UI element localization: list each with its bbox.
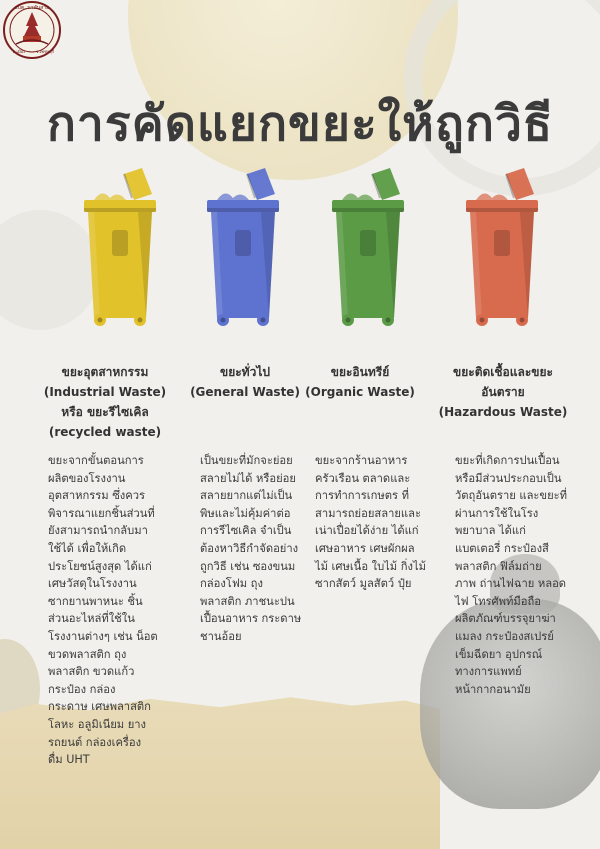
logo-bottom-left-text: อ.เมือง bbox=[12, 49, 26, 54]
category-heading-line: (recycled waste) bbox=[48, 425, 162, 439]
category-description: ขยะที่เกิดการปนเปื้อน หรือมีส่วนประกอบเป็น วัตถุอันตราย และขยะที่ ผ่านการใช้ในโรง พยาบาล ได้แก่ แบตเตอรี่ กระป๋องสี พลาสติก ฟิล์มถ่าย ภาพ ถ่านไฟฉาย หลอด ไฟ โทรศัพท์มือถือ ผลิตภัณฑ์บรรจุยาฆ่า แมลง กระป๋องสเปรย์ เข็มฉีดยา อุปกรณ์ ทางการแพทย์ หน้ากากอนามัย bbox=[455, 454, 568, 696]
category-heading bbox=[433, 362, 573, 422]
category-heading-line: (Organic Waste) bbox=[305, 385, 415, 399]
category-description: ขยะจากขั้นตอนการ ผลิตของโรงงาน อุตสาหกรรม ซึ่งควร พิจารณาแยกชิ้นส่วนที่ ยังสามารถนำกลับมา ใช้ได้ เพื่อให้เกิด ประโยชน์สูงสุด ได้แก่ เศษวัสดุในโรงงาน ซากยานพาหนะ ชิ้น ส่วนอะไหล่ที่ใช้ใน โรงงานต่างๆ เช่น น็อต ขวดพลาสติก ถุง พลาสติก ขวดแก้ว กระป๋อง กล่อง กระดาษ เศษพลาสติก โลหะ อลูมิเนียม ยาง รถยนต์ กล่องเครื่อง ดื่ม UHT bbox=[48, 454, 158, 767]
category-description: ขยะจากร้านอาหาร ครัวเรือน ตลาดและ การทำการเกษตร ที่ สามารถย่อยสลายและ เน่าเปื่อยได้ง่าย ได้แก่ เศษอาหาร เศษผักผล ไม้ เศษเนื้อ ใบไม้ กิ่งไม้ ซากสัตว์ มูลสัตว์ ปุ๋ย bbox=[315, 454, 426, 591]
organic-bin-icon bbox=[328, 168, 408, 328]
category-heading-line: ขยะอุตสาหกรรม bbox=[61, 365, 149, 379]
page-title: การคัดแยกขยะให้ถูกวิธี bbox=[46, 96, 554, 152]
category-heading-line: หรือ ขยะรีไซเคิล bbox=[61, 405, 149, 419]
logo-top-text: อบต. นาพันสาม bbox=[14, 5, 50, 11]
category-description: เป็นขยะที่มักจะย่อย สลายไม่ได้ หรือย่อย สลายยากแต่ไม่เป็น พิษและไม่คุ้มค่าต่อ การรีไซเคิล จำเป็น ต้องหาวิธีกำจัดอย่าง ถูกวิธี เช่น ซองขนม กล่องโฟม ถุง พลาสติก ภาชนะปน เปื้อนอาหาร กระดาษ ชานอ้อย bbox=[200, 454, 302, 643]
category-heading bbox=[290, 362, 430, 402]
category-heading-line: (Industrial Waste) bbox=[43, 385, 167, 399]
category-heading-line: อันตราย bbox=[481, 385, 525, 399]
industrial-bin-icon bbox=[80, 168, 160, 328]
logo-bottom-right-text: จ.เพชรบุรี bbox=[36, 49, 54, 54]
category-heading bbox=[35, 362, 175, 442]
category-heading-line: (General Waste) bbox=[190, 385, 300, 399]
category-heading-line: ขยะติดเชื้อและขยะ bbox=[453, 365, 553, 379]
organization-logo bbox=[2, 0, 62, 60]
category-heading-line: ขยะอินทรีย์ bbox=[330, 365, 390, 379]
category-heading-line: ขยะทั่วไป bbox=[220, 365, 270, 379]
hazardous-bin-icon bbox=[462, 168, 542, 328]
general-bin-icon bbox=[203, 168, 283, 328]
category-heading-line: (Hazardous Waste) bbox=[438, 405, 568, 419]
